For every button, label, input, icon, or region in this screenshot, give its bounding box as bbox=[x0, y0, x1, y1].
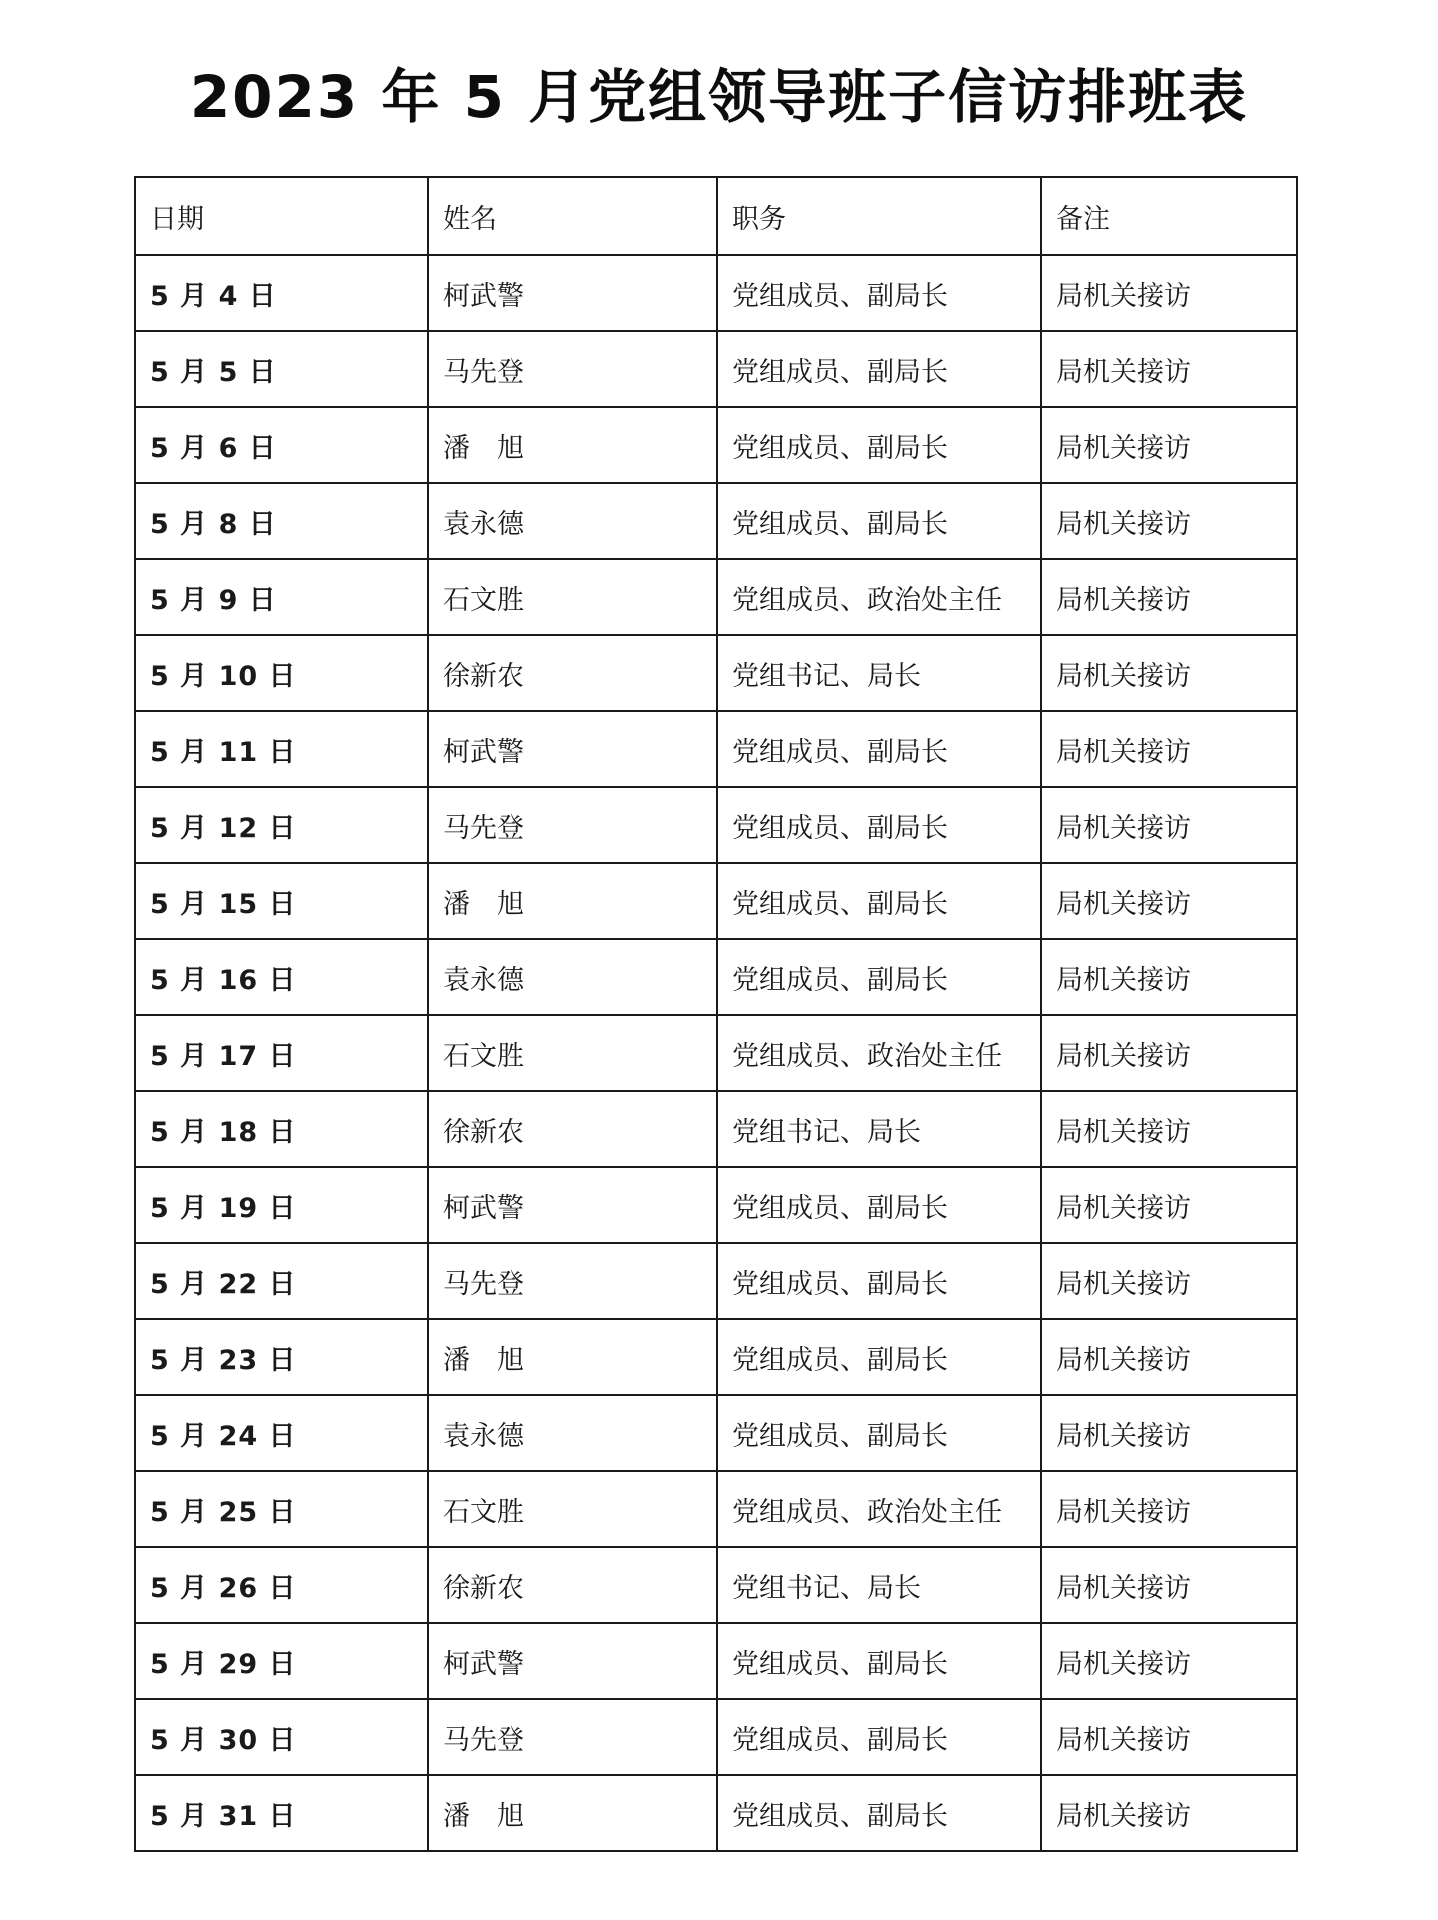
cell-name: 徐新农 bbox=[428, 635, 717, 711]
cell-name: 马先登 bbox=[428, 787, 717, 863]
cell-remarks: 局机关接访 bbox=[1041, 939, 1297, 1015]
cell-position: 党组成员、副局长 bbox=[717, 483, 1041, 559]
cell-name: 石文胜 bbox=[428, 559, 717, 635]
cell-date: 5 月 31 日 bbox=[135, 1775, 428, 1851]
cell-position: 党组成员、副局长 bbox=[717, 407, 1041, 483]
cell-date: 5 月 22 日 bbox=[135, 1243, 428, 1319]
cell-position: 党组成员、副局长 bbox=[717, 331, 1041, 407]
cell-position: 党组成员、政治处主任 bbox=[717, 1015, 1041, 1091]
schedule-table bbox=[134, 176, 1298, 1852]
cell-remarks: 局机关接访 bbox=[1041, 1319, 1297, 1395]
header-position: 职务 bbox=[717, 177, 1041, 255]
table-row bbox=[135, 711, 1297, 787]
cell-date: 5 月 9 日 bbox=[135, 559, 428, 635]
table-row bbox=[135, 1167, 1297, 1243]
cell-position: 党组书记、局长 bbox=[717, 635, 1041, 711]
cell-remarks: 局机关接访 bbox=[1041, 787, 1297, 863]
table-row bbox=[135, 1015, 1297, 1091]
cell-remarks: 局机关接访 bbox=[1041, 1167, 1297, 1243]
cell-date: 5 月 25 日 bbox=[135, 1471, 428, 1547]
cell-name: 潘 旭 bbox=[428, 1319, 717, 1395]
cell-position: 党组成员、副局长 bbox=[717, 255, 1041, 331]
cell-position: 党组书记、局长 bbox=[717, 1547, 1041, 1623]
cell-name: 石文胜 bbox=[428, 1015, 717, 1091]
cell-remarks: 局机关接访 bbox=[1041, 407, 1297, 483]
header-row bbox=[135, 177, 1297, 255]
cell-remarks: 局机关接访 bbox=[1041, 559, 1297, 635]
cell-position: 党组成员、副局长 bbox=[717, 1775, 1041, 1851]
table-row bbox=[135, 1091, 1297, 1167]
cell-date: 5 月 10 日 bbox=[135, 635, 428, 711]
cell-name: 潘 旭 bbox=[428, 863, 717, 939]
cell-remarks: 局机关接访 bbox=[1041, 1395, 1297, 1471]
cell-name: 马先登 bbox=[428, 1699, 717, 1775]
cell-position: 党组成员、政治处主任 bbox=[717, 1471, 1041, 1547]
cell-remarks: 局机关接访 bbox=[1041, 863, 1297, 939]
table-row bbox=[135, 1775, 1297, 1851]
cell-position: 党组成员、副局长 bbox=[717, 1167, 1041, 1243]
cell-name: 潘 旭 bbox=[428, 407, 717, 483]
cell-name: 柯武警 bbox=[428, 255, 717, 331]
header-name: 姓名 bbox=[428, 177, 717, 255]
cell-date: 5 月 12 日 bbox=[135, 787, 428, 863]
page-title: 2023 年 5 月党组领导班子信访排班表 bbox=[189, 63, 1249, 131]
cell-name: 徐新农 bbox=[428, 1091, 717, 1167]
table-row bbox=[135, 1243, 1297, 1319]
cell-date: 5 月 19 日 bbox=[135, 1167, 428, 1243]
header-date: 日期 bbox=[135, 177, 428, 255]
cell-position: 党组成员、副局长 bbox=[717, 1319, 1041, 1395]
cell-position: 党组成员、副局长 bbox=[717, 1395, 1041, 1471]
cell-position: 党组成员、副局长 bbox=[717, 1623, 1041, 1699]
cell-date: 5 月 6 日 bbox=[135, 407, 428, 483]
cell-remarks: 局机关接访 bbox=[1041, 1471, 1297, 1547]
cell-name: 马先登 bbox=[428, 1243, 717, 1319]
cell-position: 党组成员、副局长 bbox=[717, 1699, 1041, 1775]
cell-date: 5 月 5 日 bbox=[135, 331, 428, 407]
cell-position: 党组成员、副局长 bbox=[717, 939, 1041, 1015]
cell-remarks: 局机关接访 bbox=[1041, 1623, 1297, 1699]
cell-remarks: 局机关接访 bbox=[1041, 331, 1297, 407]
cell-remarks: 局机关接访 bbox=[1041, 1243, 1297, 1319]
table-row bbox=[135, 407, 1297, 483]
cell-position: 党组书记、局长 bbox=[717, 1091, 1041, 1167]
cell-remarks: 局机关接访 bbox=[1041, 483, 1297, 559]
cell-remarks: 局机关接访 bbox=[1041, 1091, 1297, 1167]
cell-remarks: 局机关接访 bbox=[1041, 1547, 1297, 1623]
cell-date: 5 月 15 日 bbox=[135, 863, 428, 939]
cell-date: 5 月 17 日 bbox=[135, 1015, 428, 1091]
header-remarks: 备注 bbox=[1041, 177, 1297, 255]
table-row bbox=[135, 331, 1297, 407]
table-row bbox=[135, 483, 1297, 559]
table-row bbox=[135, 939, 1297, 1015]
schedule-body bbox=[135, 255, 1297, 1851]
cell-name: 柯武警 bbox=[428, 1167, 717, 1243]
cell-position: 党组成员、副局长 bbox=[717, 711, 1041, 787]
cell-name: 潘 旭 bbox=[428, 1775, 717, 1851]
cell-date: 5 月 4 日 bbox=[135, 255, 428, 331]
cell-date: 5 月 30 日 bbox=[135, 1699, 428, 1775]
cell-position: 党组成员、政治处主任 bbox=[717, 559, 1041, 635]
cell-position: 党组成员、副局长 bbox=[717, 787, 1041, 863]
cell-remarks: 局机关接访 bbox=[1041, 1015, 1297, 1091]
cell-name: 马先登 bbox=[428, 331, 717, 407]
table-row bbox=[135, 1699, 1297, 1775]
cell-name: 袁永德 bbox=[428, 483, 717, 559]
cell-position: 党组成员、副局长 bbox=[717, 1243, 1041, 1319]
cell-date: 5 月 24 日 bbox=[135, 1395, 428, 1471]
cell-date: 5 月 29 日 bbox=[135, 1623, 428, 1699]
cell-date: 5 月 11 日 bbox=[135, 711, 428, 787]
cell-name: 袁永德 bbox=[428, 1395, 717, 1471]
cell-remarks: 局机关接访 bbox=[1041, 1699, 1297, 1775]
table-row bbox=[135, 1319, 1297, 1395]
cell-remarks: 局机关接访 bbox=[1041, 711, 1297, 787]
table-row bbox=[135, 635, 1297, 711]
cell-remarks: 局机关接访 bbox=[1041, 255, 1297, 331]
table-row bbox=[135, 863, 1297, 939]
cell-remarks: 局机关接访 bbox=[1041, 1775, 1297, 1851]
table-row bbox=[135, 1471, 1297, 1547]
cell-date: 5 月 18 日 bbox=[135, 1091, 428, 1167]
cell-date: 5 月 26 日 bbox=[135, 1547, 428, 1623]
table-row bbox=[135, 1395, 1297, 1471]
table-row bbox=[135, 1623, 1297, 1699]
table-row bbox=[135, 559, 1297, 635]
cell-date: 5 月 23 日 bbox=[135, 1319, 428, 1395]
cell-name: 柯武警 bbox=[428, 711, 717, 787]
table-row bbox=[135, 787, 1297, 863]
cell-name: 柯武警 bbox=[428, 1623, 717, 1699]
table-row bbox=[135, 255, 1297, 331]
cell-remarks: 局机关接访 bbox=[1041, 635, 1297, 711]
table-row bbox=[135, 1547, 1297, 1623]
cell-position: 党组成员、副局长 bbox=[717, 863, 1041, 939]
cell-name: 徐新农 bbox=[428, 1547, 717, 1623]
cell-name: 石文胜 bbox=[428, 1471, 717, 1547]
cell-name: 袁永德 bbox=[428, 939, 717, 1015]
cell-date: 5 月 16 日 bbox=[135, 939, 428, 1015]
cell-date: 5 月 8 日 bbox=[135, 483, 428, 559]
